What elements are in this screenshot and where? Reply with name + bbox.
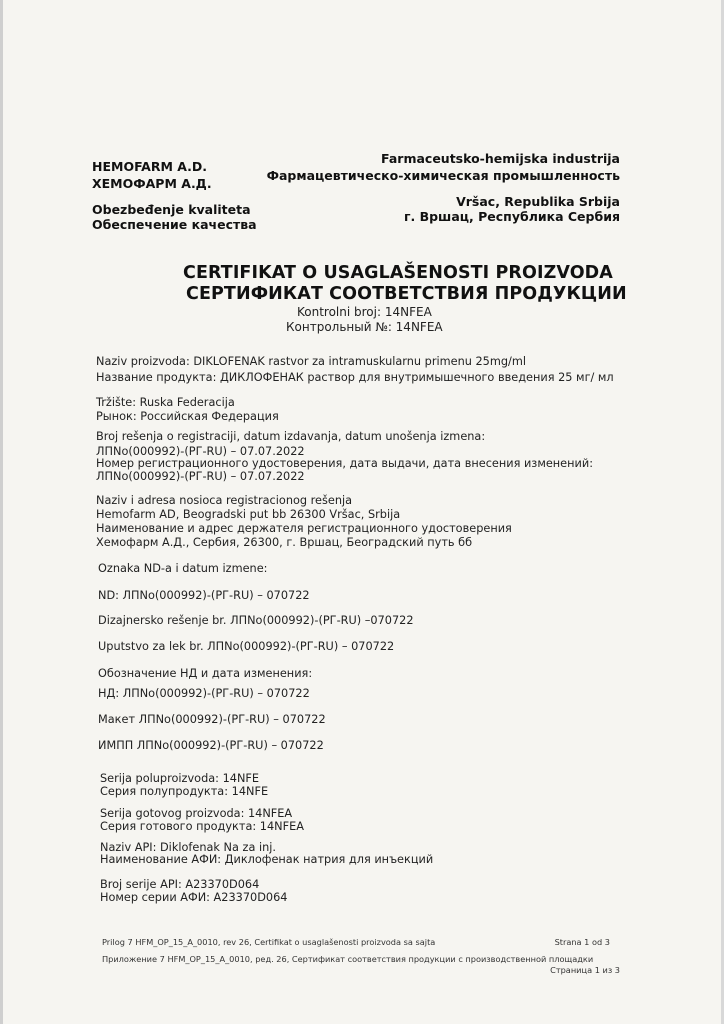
api-batch-cyrillic: Номер серии АФИ: A23370D064 (100, 891, 288, 904)
market-latin: Tržište: Ruska Federacija (96, 396, 235, 409)
semi-product-batch-cyrillic: Серия полупродукта: 14NFE (100, 785, 269, 798)
control-number-latin: Kontrolni broj: 14NFEA (297, 305, 432, 319)
holder-value-latin: Hemofarm AD, Beogradski put bb 26300 Vršac, Srbija (96, 508, 401, 521)
footer-note-latin: Prilog 7 HFM_OP_15_A_0010, rev 26, Certifikat o usaglašenosti proizvoda sa sajta (102, 937, 436, 947)
city-cyrillic: г. Вршац, Республика Сербия (403, 209, 620, 224)
footer-note-cyrillic: Приложение 7 HFM_OP_15_A_0010, ред. 26, Сертификат соответствия продукции с производственной площадки (102, 954, 594, 964)
maket-cyrillic: Макет ЛПNо(000992)-(РГ-RU) – 070722 (98, 713, 326, 726)
api-name-latin: Naziv API: Diklofenak Na za inj. (100, 841, 276, 854)
registration-label-latin: Broj rešenja o registraciji, datum izdavanja, datum unošenja izmena: (96, 430, 486, 443)
nd-label-cyrillic: Обозначение НД и дата изменения: (98, 667, 313, 680)
product-name-latin: Naziv proizvoda: DIKLOFENAK rastvor za intramuskularnu primenu 25mg/ml (96, 355, 526, 368)
final-product-batch-latin: Serija gotovog proizvoda: 14NFEA (100, 807, 293, 820)
nd-latin: ND: ЛПNо(000992)-(РГ-RU) – 070722 (98, 589, 310, 602)
qa-dept-latin: Obezbeđenje kvaliteta (92, 202, 251, 217)
product-name-cyrillic: Название продукта: ДИКЛОФЕНАК раствор для внутримышечного введения 25 мг/ мл (96, 371, 614, 384)
city-latin: Vršac, Republika Srbija (456, 194, 620, 209)
holder-value-cyrillic: Хемофарм А.Д., Сербия, 26300, г. Вршац, Београдский путь бб (96, 536, 473, 549)
company-name-cyrillic: ХЕМОФАРМ А.Д. (92, 176, 212, 191)
registration-value-2: ЛПNо(000992)-(РГ-RU) – 07.07.2022 (96, 470, 305, 483)
qa-dept-cyrillic: Обеспечение качества (92, 217, 257, 232)
industry-cyrillic: Фармацевтическо-химическая промышленность (266, 168, 620, 183)
scan-edge-left (0, 0, 3, 1024)
api-batch-latin: Broj serije API: A23370D064 (100, 878, 260, 891)
page-number-cyrillic: Страница 1 из 3 (550, 965, 620, 975)
company-name-latin: HEMOFARM A.D. (92, 159, 208, 174)
nd-label-latin: Oznaka ND-a i datum izmene: (98, 562, 268, 575)
final-product-batch-cyrillic: Серия готового продукта: 14NFEA (100, 820, 304, 833)
holder-label-cyrillic: Наименование и адрес держателя регистрационного удостоверения (96, 522, 512, 535)
registration-value-1: ЛПNо(000992)-(РГ-RU) – 07.07.2022 (96, 445, 305, 458)
certificate-title-latin: CERTIFIKAT O USAGLAŠENOSTI PROIZVODA (183, 263, 613, 283)
certificate-title-cyrillic: СЕРТИФИКАТ СООТВЕТСТВИЯ ПРОДУКЦИИ (186, 284, 627, 304)
design-solution-latin: Dizajnersko rešenje br. ЛПNо(000992)-(РГ-RU) –070722 (98, 614, 414, 627)
holder-label-latin: Naziv i adresa nosioca registracionog rešenja (96, 494, 353, 507)
semi-product-batch-latin: Serija poluproizvoda: 14NFE (100, 772, 260, 785)
api-name-cyrillic: Наименование АФИ: Диклофенак натрия для инъекций (100, 853, 434, 866)
registration-label-cyrillic: Номер регистрационного удостоверения, дата выдачи, дата внесения изменений: (96, 457, 594, 470)
market-cyrillic: Рынок: Российская Федерация (96, 410, 279, 423)
industry-latin: Farmaceutsko-hemijska industrija (381, 151, 620, 166)
nd-cyrillic: НД: ЛПNо(000992)-(РГ-RU) – 070722 (98, 687, 310, 700)
leaflet-latin: Uputstvo za lek br. ЛПNо(000992)-(РГ-RU) – 070722 (98, 640, 395, 653)
page-number-latin: Strana 1 od 3 (554, 937, 610, 947)
control-number-cyrillic: Контрольный №: 14NFEA (286, 320, 443, 334)
impp-cyrillic: ИМПП ЛПNо(000992)-(РГ-RU) – 070722 (98, 739, 324, 752)
